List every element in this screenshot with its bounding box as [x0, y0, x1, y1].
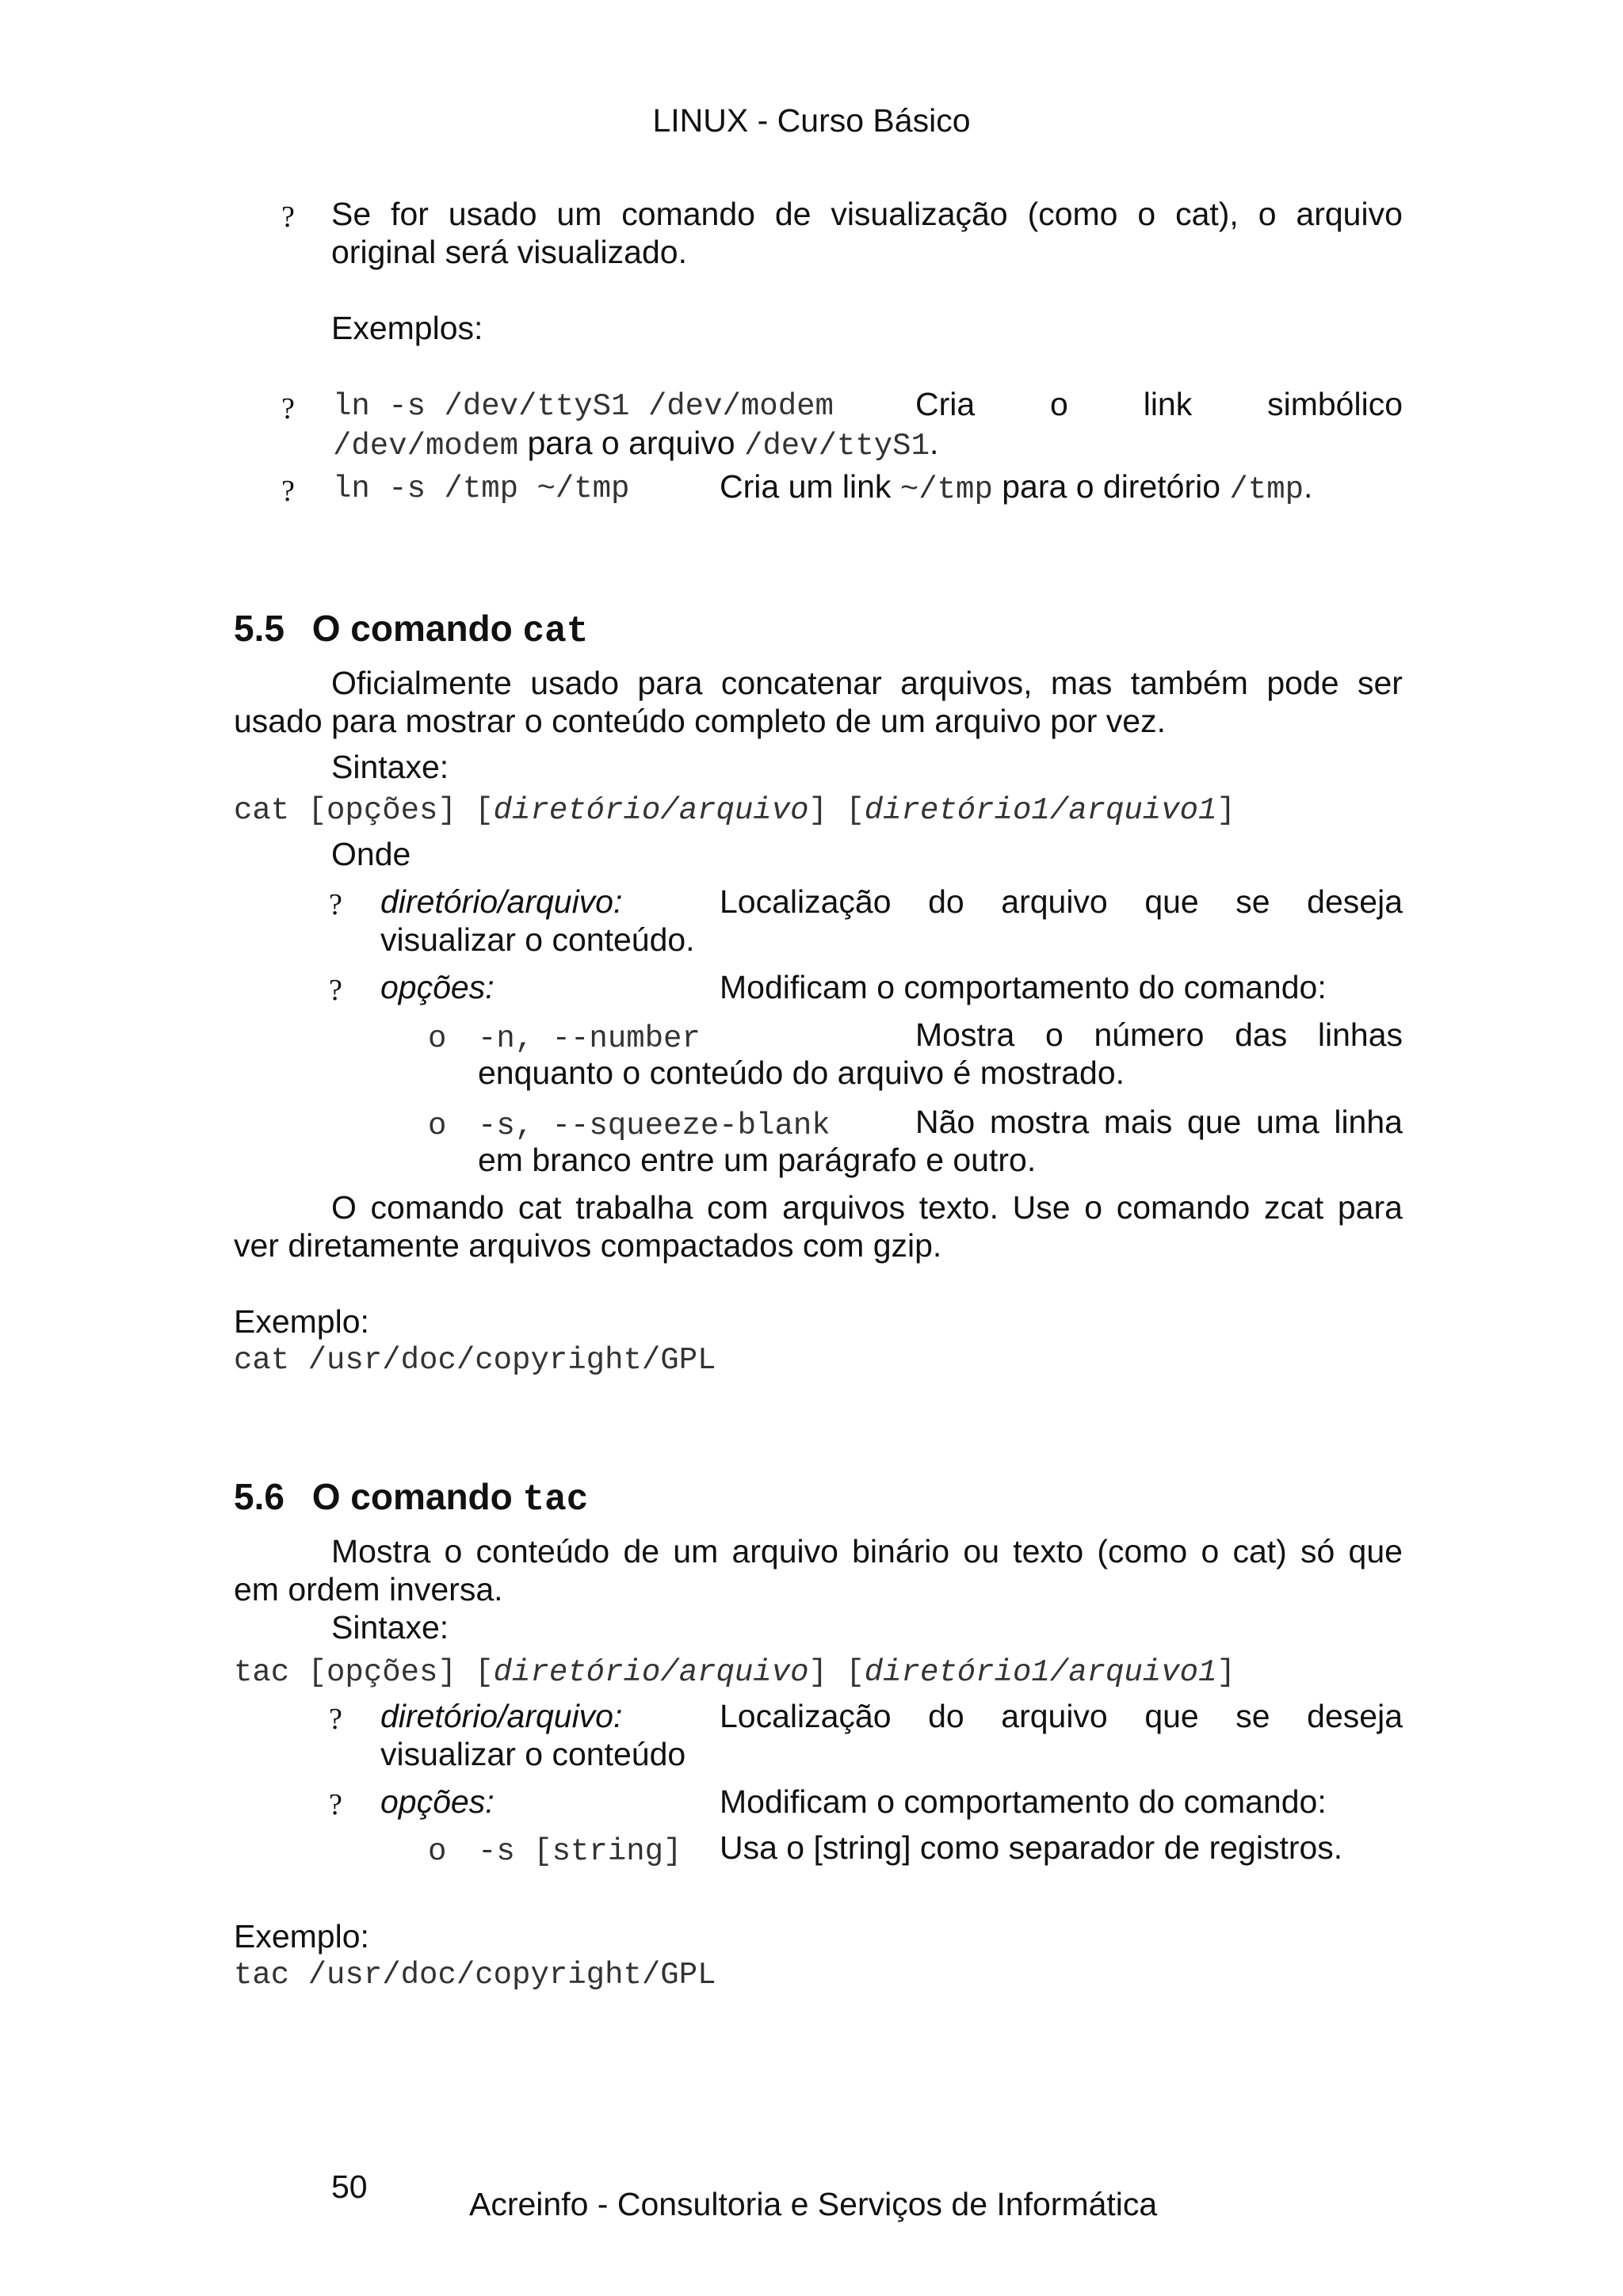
word: de — [774, 196, 812, 232]
word: que — [1144, 1698, 1199, 1734]
word: conteúdo — [475, 1533, 610, 1569]
text-period: . — [930, 425, 939, 461]
section-title: O comando — [311, 1476, 513, 1517]
word: o — [1258, 196, 1277, 232]
word: comando — [621, 196, 755, 232]
param-name-options: opções: — [380, 969, 495, 1005]
tac-example-label: Exemplo: — [234, 1918, 369, 1955]
bullet-marker: ? — [281, 475, 295, 508]
word: das — [1235, 1016, 1288, 1053]
option-squeeze-desc-line-2: em branco entre um parágrafo e outro. — [478, 1142, 1037, 1178]
word: Mostra — [915, 1016, 1015, 1053]
word: Cria — [915, 386, 976, 422]
onde-label: Onde — [331, 836, 411, 872]
word: (como — [1027, 196, 1118, 232]
word: pode — [1266, 665, 1339, 701]
page-header — [0, 101, 1623, 140]
word: Não — [915, 1104, 976, 1140]
word: o — [1137, 196, 1156, 232]
word: binário — [852, 1533, 950, 1569]
word: link — [1143, 386, 1193, 422]
word: deseja — [1307, 1698, 1403, 1734]
word: arquivos, — [900, 665, 1033, 701]
section-heading-cat — [234, 607, 588, 654]
word: concatenar — [720, 665, 882, 701]
word: O — [331, 1189, 357, 1226]
tac-desc-line-2: em ordem inversa. — [234, 1571, 503, 1608]
syntax-text: cat [opções] [ — [234, 793, 494, 828]
option-number-desc — [915, 1016, 1403, 1055]
example-1-line-2 — [333, 424, 938, 465]
word: Use — [1012, 1189, 1071, 1226]
syntax-text: ] — [1216, 793, 1235, 828]
param-desc-directory-file — [720, 883, 1403, 921]
sub-bullet-marker: o — [428, 1021, 447, 1056]
word: deseja — [1307, 883, 1403, 920]
word: cat — [517, 1189, 562, 1226]
cat-desc-line-1 — [331, 664, 1403, 703]
option-number-desc-line-2: enquanto o conteúdo do arquivo é mostrado. — [478, 1055, 1125, 1091]
cat-example-code: cat /usr/doc/copyright/GPL — [234, 1343, 716, 1378]
word: mais — [1103, 1104, 1173, 1140]
word: usado — [530, 665, 619, 701]
example-1-description — [915, 385, 1403, 424]
cat-note-line-1 — [331, 1188, 1403, 1227]
bullet-marker: ? — [329, 974, 342, 1007]
examples-label: Exemplos: — [331, 310, 483, 346]
text-para-o-diretorio: para o diretório — [992, 468, 1230, 505]
intro-line-1 — [331, 195, 1403, 234]
word: o — [444, 1533, 463, 1569]
syntax-text: ] — [1216, 1655, 1235, 1690]
word: (como — [1097, 1533, 1188, 1569]
word: zcat — [1264, 1189, 1324, 1226]
word: se — [1235, 1698, 1270, 1734]
word: que — [1348, 1533, 1403, 1569]
word: se — [1235, 883, 1270, 920]
code-dev-ttys1: /dev/ttyS1 — [743, 429, 930, 463]
bullet-marker: ? — [329, 1703, 342, 1736]
word: arquivo — [1296, 196, 1403, 232]
word: for — [391, 196, 429, 232]
word: cat), — [1175, 196, 1239, 232]
section-number: 5.5 — [234, 608, 285, 649]
cat-desc-line-2: usado para mostrar o conteúdo completo de um arquivo por vez. — [234, 703, 1166, 739]
header-title: LINUX - Curso Básico — [652, 102, 971, 139]
word: cat) — [1232, 1533, 1287, 1569]
word: o — [1050, 386, 1068, 422]
word: número — [1094, 1016, 1205, 1053]
bullet-marker: ? — [281, 200, 295, 234]
syntax-label: Sintaxe: — [331, 1609, 449, 1646]
word: o — [1044, 1016, 1064, 1053]
syntax-param: diretório1/arquivo1 — [864, 1655, 1217, 1690]
syntax-param: diretório/arquivo — [493, 1655, 809, 1690]
section-heading-tac — [234, 1475, 588, 1522]
word: arquivo — [1001, 1698, 1108, 1734]
word: ser — [1357, 665, 1403, 701]
word: para — [1337, 1189, 1403, 1226]
syntax-label: Sintaxe: — [331, 749, 449, 785]
syntax-text: ] [ — [808, 793, 865, 828]
syntax-param: diretório/arquivo — [493, 793, 809, 828]
param-desc-line-2: visualizar o conteúdo — [380, 1736, 686, 1772]
code-home-tmp: ~/tmp — [899, 472, 993, 507]
word: também — [1130, 665, 1248, 701]
word: que — [1186, 1104, 1242, 1140]
word: ou — [963, 1533, 1000, 1569]
param-desc-options: Modificam o comportamento do comando: — [720, 969, 1327, 1005]
word: para — [637, 665, 703, 701]
word: texto. — [918, 1189, 999, 1226]
bullet-marker: ? — [281, 392, 295, 425]
syntax-text: tac [opções] [ — [234, 1655, 494, 1690]
example-1-command: ln -s /dev/ttyS1 /dev/modem — [333, 389, 834, 424]
section-title: O comando — [311, 608, 513, 649]
word: o — [1201, 1533, 1220, 1569]
word: Mostra — [331, 1533, 431, 1569]
footer-text: Acreinfo - Consultoria e Serviços de Informática — [469, 2186, 1158, 2222]
word: usado — [448, 196, 537, 232]
sub-bullet-marker: o — [428, 1108, 447, 1143]
word: arquivo — [731, 1533, 838, 1569]
word: comando — [370, 1189, 505, 1226]
param-desc-directory-file — [720, 1697, 1403, 1736]
option-squeeze-code: -s, --squeeze-blank — [478, 1108, 831, 1143]
section-title-code: cat — [522, 611, 589, 652]
word: Localização — [720, 883, 892, 920]
text-period: . — [1304, 468, 1313, 505]
param-desc-options: Modificam o comportamento do comando: — [720, 1783, 1327, 1820]
word: comando — [1116, 1189, 1251, 1226]
param-desc-line-2: visualizar o conteúdo. — [380, 921, 695, 958]
word: só — [1300, 1533, 1335, 1569]
intro-line-2: original será visualizado. — [331, 234, 687, 270]
cat-example-label: Exemplo: — [234, 1303, 369, 1340]
word: um — [673, 1533, 719, 1569]
word: o — [1084, 1189, 1103, 1226]
word: de — [623, 1533, 660, 1569]
word: do — [928, 883, 964, 920]
word: que — [1144, 883, 1199, 920]
param-name-directory-file: diretório/arquivo: — [380, 1698, 623, 1734]
param-name-options: opções: — [380, 1783, 495, 1820]
word: simbólico — [1267, 386, 1403, 422]
code-tmp: /tmp — [1229, 472, 1304, 507]
syntax-param: diretório1/arquivo1 — [864, 793, 1217, 828]
word: texto — [1013, 1533, 1084, 1569]
section-number: 5.6 — [234, 1476, 285, 1517]
tac-syntax — [234, 1654, 1235, 1691]
word: uma — [1255, 1104, 1319, 1140]
word: mostra — [989, 1104, 1090, 1140]
param-name-directory-file: diretório/arquivo: — [380, 883, 623, 920]
word: trabalha — [575, 1189, 693, 1226]
word: arquivo — [1001, 883, 1108, 920]
option-separator-code: -s [string] — [478, 1834, 682, 1869]
tac-example-code: tac /usr/doc/copyright/GPL — [234, 1958, 716, 1993]
cat-note-line-2: ver diretamente arquivos compactados com gzip. — [234, 1227, 942, 1264]
word: Oficialmente — [331, 665, 512, 701]
text-cria-um-link: Cria um link — [720, 468, 900, 505]
option-squeeze-desc — [915, 1103, 1403, 1142]
word: arquivos — [782, 1189, 906, 1226]
word: Localização — [720, 1698, 892, 1734]
code-dev-modem: /dev/modem — [333, 429, 519, 463]
example-2-command: ln -s /tmp ~/tmp — [333, 471, 630, 506]
page-number: 50 — [331, 2168, 368, 2205]
bullet-marker: ? — [329, 888, 342, 921]
option-separator-desc: Usa o [string] como separador de registros. — [720, 1829, 1343, 1866]
tac-desc-line-1 — [331, 1532, 1403, 1571]
option-number-code: -n, --number — [478, 1021, 701, 1056]
word: linha — [1334, 1104, 1403, 1140]
bullet-marker: ? — [329, 1788, 342, 1821]
text-para-o-arquivo: para o arquivo — [518, 425, 744, 461]
word: com — [707, 1189, 769, 1226]
section-title-code: tac — [522, 1479, 589, 1520]
example-2-description — [720, 467, 1312, 509]
sub-bullet-marker: o — [428, 1834, 447, 1869]
syntax-text: ] [ — [808, 1655, 865, 1690]
word: do — [928, 1698, 964, 1734]
word: mas — [1050, 665, 1113, 701]
word: visualização — [831, 196, 1008, 232]
word: linhas — [1317, 1016, 1403, 1053]
word: Se — [331, 196, 372, 232]
word: um — [556, 196, 602, 232]
cat-syntax — [234, 792, 1235, 830]
